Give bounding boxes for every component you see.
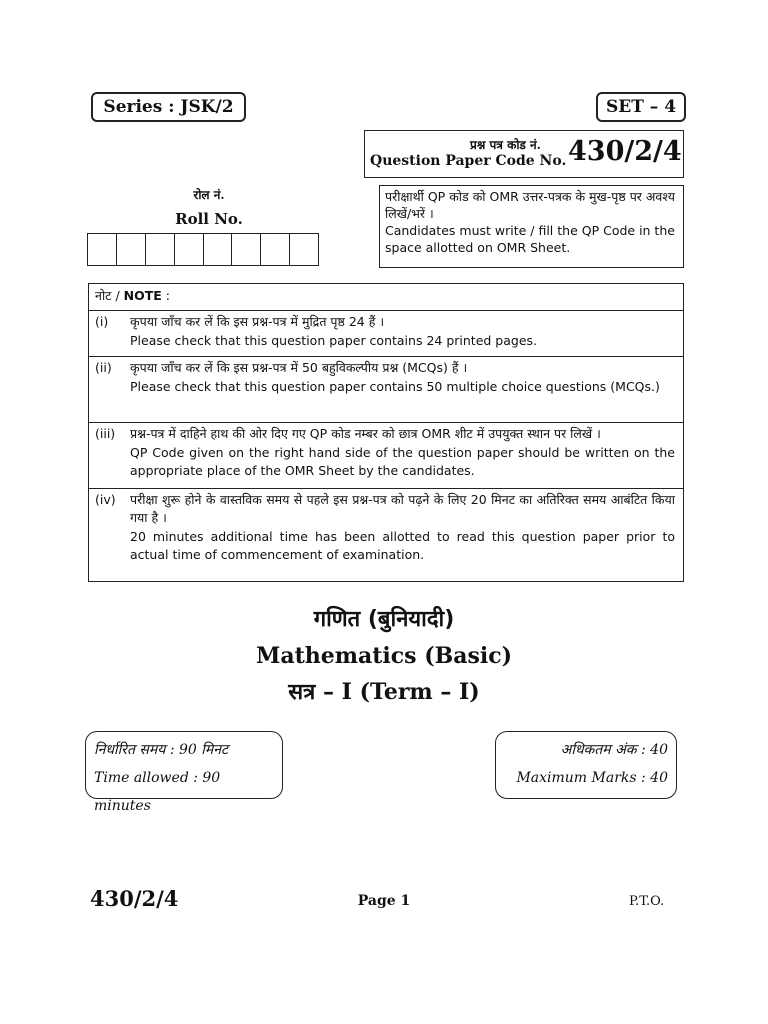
note-item [89, 488, 683, 581]
roll-label-hindi: रोल नं. [193, 188, 225, 202]
note-item-number: (iii) [95, 426, 116, 441]
note-title-english: NOTE [123, 288, 162, 303]
note-item-number: (i) [95, 314, 109, 329]
note-item-hindi: परीक्षा शुरू होने के वास्तविक समय से पहले इस प्रश्न-पत्र को पढ़ने के लिए 20 मिनट का अतिरिक्त समय आबंटित किया गया है । [130, 492, 675, 525]
qp-code-number: 430/2/4 [568, 136, 682, 167]
subject-title: Mathematics (Basic) [255, 643, 513, 669]
roll-digit-box [88, 234, 117, 265]
note-item-hindi: कृपया जाँच कर लें कि इस प्रश्न-पत्र में 50 बहुविकल्पीय प्रश्न (MCQs) हैं । [130, 360, 468, 375]
time-allowed: Time allowed : 90 minutes [94, 770, 221, 814]
maximum-marks: Maximum Marks : 40 [516, 770, 668, 786]
time-allowed-hindi: निर्धारित समय : 90 मिनट [94, 742, 229, 758]
roll-digit-box [261, 234, 290, 265]
roll-digit-box [117, 234, 146, 265]
roll-digit-box [204, 234, 233, 265]
qp-code-label-hindi: प्रश्न पत्र कोड नं. [470, 138, 541, 152]
page-number: Page 1 [357, 893, 411, 909]
series-label: Series : JSK/2 [91, 92, 246, 122]
roll-number-boxes [87, 233, 319, 266]
maximum-marks-box [495, 731, 677, 799]
note-item [89, 356, 683, 422]
note-item-hindi: कृपया जाँच कर लें कि इस प्रश्न-पत्र में मुद्रित पृष्ठ 24 हैं । [130, 314, 385, 329]
note-item [89, 422, 683, 488]
note-item-number: (iv) [95, 492, 116, 507]
note-box [88, 283, 684, 582]
qp-instruction-english: Candidates must write / fill the QP Code in the space allotted on OMR Sheet. [385, 223, 675, 255]
note-item-english: 20 minutes additional time has been allotted to read this question paper prior to actual time of commencement of examination. [130, 529, 675, 562]
pto-label: P.T.O. [629, 894, 665, 909]
note-title: नोट / NOTE : [95, 288, 170, 303]
roll-digit-box [232, 234, 261, 265]
note-item-english: QP Code given on the right hand side of the question paper should be written on the appropriate place of the OMR Sheet by the candidates. [130, 445, 675, 478]
roll-digit-box [290, 234, 318, 265]
note-item-english: Please check that this question paper contains 50 multiple choice questions (MCQs.) [130, 379, 660, 394]
maximum-marks-hindi: अधिकतम अंक : 40 [560, 742, 668, 758]
note-item-number: (ii) [95, 360, 112, 375]
note-title-hindi: नोट [95, 288, 112, 303]
subject-title-hindi: गणित (बुनियादी) [313, 607, 455, 632]
qp-code-instruction [379, 185, 684, 268]
time-allowed-box [85, 731, 283, 814]
set-label: SET – 4 [596, 92, 686, 122]
note-item [89, 310, 683, 356]
qp-instruction-hindi: परीक्षार्थी QP कोड को OMR उत्तर-पत्रक के मुख-पृष्ठ पर अवश्य लिखें/भरें । [385, 189, 675, 221]
qp-code-label: Question Paper Code No. [370, 153, 567, 169]
roll-digit-box [146, 234, 175, 265]
note-item-english: Please check that this question paper contains 24 printed pages. [130, 333, 537, 348]
term-label: सत्र – I (Term – I) [288, 679, 480, 705]
roll-digit-box [175, 234, 204, 265]
roll-label: Roll No. [175, 210, 243, 228]
note-item-hindi: प्रश्न-पत्र में दाहिने हाथ की ओर दिए गए QP कोड नम्बर को छात्र OMR शीट में उपयुक्त स्थान पर लिखें । [130, 426, 601, 441]
footer-paper-code: 430/2/4 [90, 886, 179, 911]
